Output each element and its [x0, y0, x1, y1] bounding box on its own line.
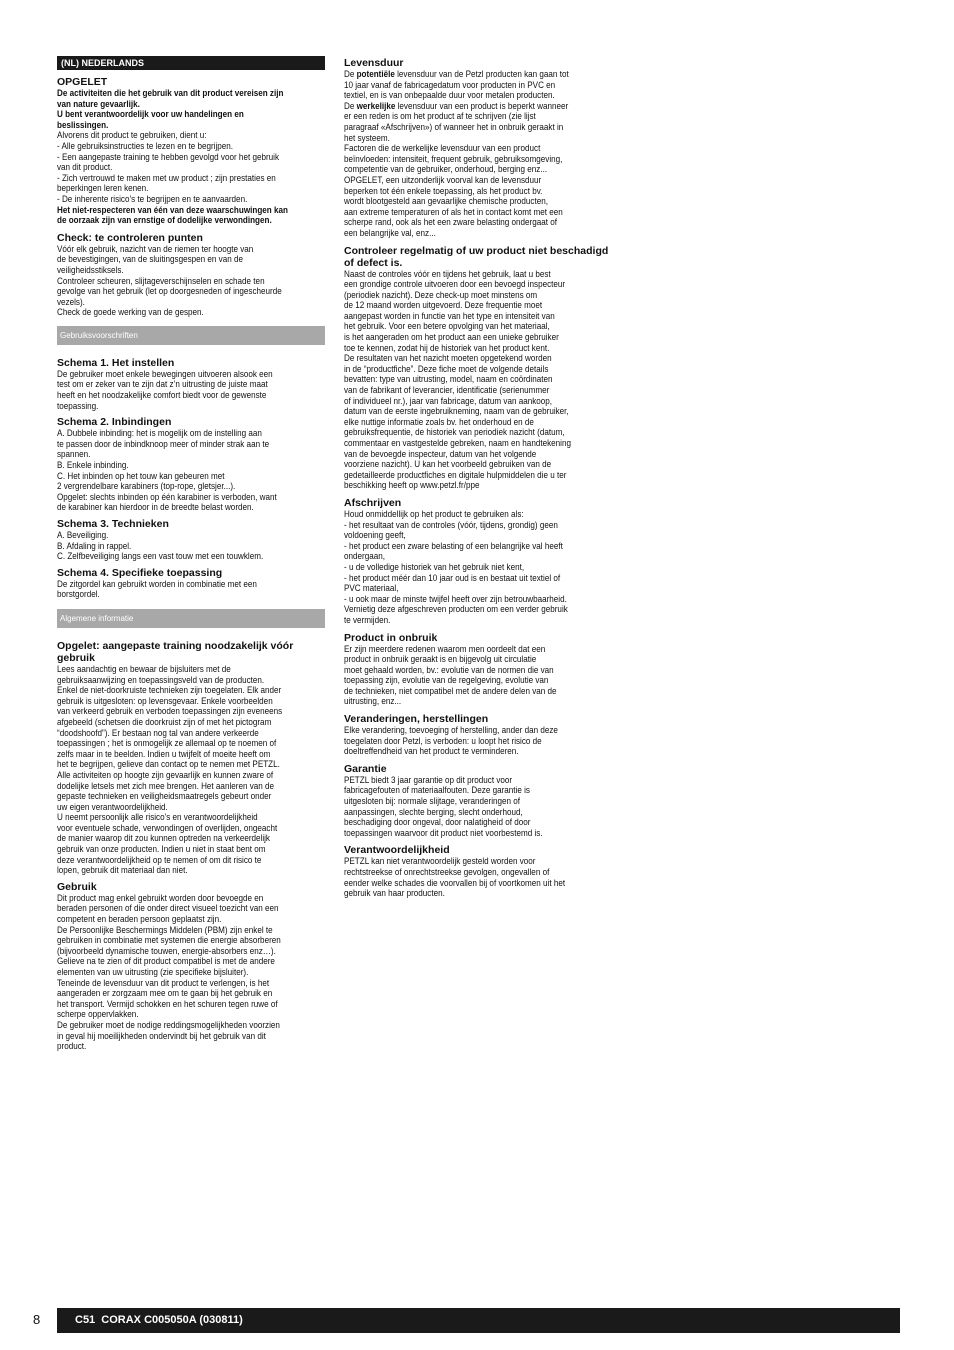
heading-schema-2: Schema 2. Inbindingen: [57, 416, 172, 429]
warning-bold-2: Het niet-respecteren van één van deze waarschuwingen kan de oorzaak zijn van ernstige of dodelijke verwondingen.: [57, 204, 288, 226]
training-text: Lees aandachtig en bewaar de bijsluiters met de gebruiksaanwijzing en toepassingsveld van de producten. Enkel de niet-doorkruiste technieken zijn toegelaten. Elk ander gebruik is uitgesloten: op levensgevaar. Enkele voorbeelden van verkeerd gebruik en verboden toepassingen zijn eveneens afgebeeld (schetsen die doorkruist zijn of met het pictogram “doodshoofd”). Er bestaan nog tal van andere verkeerde toepassingen ; het is onmogelijk ze allemaal op te noemen of zelfs maar in te beelden. Indien u twijfelt of moeite heeft om het te begrijpen, gelieve dan contact op te nemen met PETZL. Alle activiteiten op hoogte zijn gevaarlijk en kunnen zware of dodelijke letsels met zich mee brengen. Het aanleren van de gepaste technieken en veiligheidsmaatregels gebeurt onder uw eigen verantwoordelijkheid. U neemt persoonlijk alle risico’s en verantwoordelijkheid voor eventuele schade, verwondingen of overlijden, ongeacht de manier waarop dit zou kunnen optreden na verkeerdelijk gebruik van onze producten. Indien u niet in staat bent om deze verantwoordelijkheid op te nemen of om dit risico te lopen, gebruik dit materiaal dan niet.: [57, 663, 283, 876]
levensduur-post-1: levensduur van de Petzl producten kan gaan tot 10 jaar vanaf de fabricagedatum voor producten in PVC en textiel, en is van onbepaalde duur voor metalen producten.: [344, 69, 569, 101]
levensduur-bold-2: werkelijke: [356, 100, 396, 111]
garantie-text: PETZL biedt 3 jaar garantie op dit product voor fabricagefouten of materiaalfouten. Deze garantie is uitgesloten bij: normale slijtage, veranderingen of aanpassingen, slechte berging, slecht onderhoud, beschadiging door ongeval, door nalatigheid of door toepassingen waarvoor dit product niet voorbestemd is.: [344, 774, 543, 838]
heading-schema-3: Schema 3. Technieken: [57, 518, 169, 530]
check-text: Vóór elk gebruik, nazicht van de riemen ter hoogte van de bevestigingen, van de sluitingsgespen en van de veiligheidsstiksels. Controleer scheuren, slijtageverschijnselen en schade ten gevolge van het gebruik (let op doorgesneden of ingescheurde vezels). Check de goede werking van de gespen.: [57, 243, 282, 318]
schema-2-text: A. Dubbele inbinding: het is mogelijk om de instelling aan te passen door de inbindknoop meer of minder strak aan te spannen. B. Enkele inbinding. C. Het inbinden op het touw kan gebeuren met 2 vergrendelbare karabiners (top-rope, gletsjer...). Opgelet: slechts inbinden op één karabiner is verboden, want de karabiner kan hierdoor in de breedte belast worden.: [57, 428, 277, 513]
page-number: 8: [33, 1312, 41, 1327]
gebruik-text: Dit product mag enkel gebruikt worden door bevoegde en beraden personen of die onder direct visueel toezicht van een competent en beraden persoon geplaatst zijn. De Persoonlijke Beschermings Middelen (PBM) zijn enkel te gebruiken in combinatie met systemen die energie absorberen (bijvoorbeeld dynamische touwen, energie-absorbers enz…). Gelieve na te zien of dit product compatibel is met de andere elementen van uw uitrusting (zie specifieke bijsluiter). Teneinde de levensduur van dit product te verlengen, is het aangeraden er zorgzaam mee om te gaan bij het gebruik en het transport. Vermijd schokken en het schuren tegen ruwe of scherpe oppervlakken. De gebruiker moet de nodige reddingsmogelijkheden voorzien in geval hij moeilijkheden ondervindt bij het gebruik van dit product.: [57, 892, 281, 1052]
opgelet-text: Alvorens dit product te gebruiken, dient u: - Alle gebruiksinstructies te lezen en te begrijpen. - Een aangepaste training te hebben gevolgd voor het gebruik van dit product. - Zich vertrouwd te maken met uw product ; zijn prestaties en beperkingen leren kenen. - De inherente risico’s te begrijpen en te aanvaarden.: [57, 130, 280, 204]
heading-afschrijven: Afschrijven: [344, 496, 402, 509]
schema-3-text: A. Beveiliging. B. Afdaling in rappel. C. Zelfbeveiliging langs een vast touw met een touwklem.: [57, 530, 264, 562]
heading-training: Opgelet: aangepaste training noodzakelijk vóór gebruik: [57, 639, 294, 664]
heading-schema-4: Schema 4. Specifieke toepassing: [57, 566, 223, 579]
heading-garantie: Garantie: [344, 762, 387, 775]
section-bar-algemene-informatie: Algemene informatie: [57, 609, 325, 628]
heading-gebruik: Gebruik: [57, 880, 97, 893]
veranderingen-text: Elke verandering, toevoeging of herstelling, ander dan deze toegelaten door Petzl, is verboden: u loopt het risico de doeltreffendheid van het product te verminderen.: [344, 725, 558, 757]
controleer-text: Naast de controles vóór en tijdens het gebruik, laat u best een grondige controle uitvoeren door een bevoegd inspecteur (periodiek nazicht). Deze check-up moet minstens om de 12 maand worden uitgevoerd. Deze frequentie moet aangepast worden in functie van het type en intensiteit van het gebruik. Voor een betere opvolging van het materiaal, is het aangeraden om het product aan een unieke gebruiker toe te kennen, zodat hij de historiek van het product kent. De resultaten van het nazicht moeten opgetekend worden in de “productfiche”. Deze fiche moet de volgende details bevatten: type van uitrusting, model, naam en coördinaten van de fabrikant of leverancier, identificatie (serienummer of individueel nr.), jaar van fabricage, datum van aankoop, datum van de eerste ingebruikneming, naam van de gebruiker, elke nuttige informatie zoals bv. het onderhoud en de gebruiksfrequentie, de historiek van periodiek nazicht (datum, commentaar en vastgestelde gebreken, naam en handtekening van de bevoegde inspecteur, datum van het volgende voorziene nazicht). U kan het voorbeeld gebruiken van de gedetailleerde productfiches en digitale hulpmiddelen die u ter beschikking heeft op www.petzl.fr/ppe: [344, 268, 571, 491]
language-header: (NL) NEDERLANDS: [57, 56, 325, 70]
heading-controleer: Controleer regelmatig of uw product niet beschadigd of defect is.: [344, 244, 609, 269]
onbruik-text: Er zijn meerdere redenen waarom men oordeelt dat een product in onbruik geraakt is en bijgevolg uit circulatie moet gehaald worden, bv.: evolutie van de normen die van toepassing zijn, evolutie van de regelgeving, evolutie van de technieken, niet compatibel met de andere delen van de uitrusting, enz...: [344, 643, 557, 707]
heading-levensduur: Levensduur: [344, 57, 404, 69]
levensduur-post-2: levensduur van een product is beperkt wanneer er een reden is om het product af te schrijven (zie lijst paragraaf «Afschrijven») of wanneer het in onbruik geraakt in het systeem. Factoren die de werkelijke levensduur van een product beïnvloeden: intensiteit, frequent gebruik, gebruiksomgeving, competentie van de gebruiker, onderhoud, berging enz... OPGELET, een uitzonderlijk voorval kan de levensduur beperken tot één enkele toepassing, als het product bv. wordt blootgesteld aan gevaarlijke chemische producten, aan extreme temperaturen of als het in contact komt met een scherpe rand, ook als het een zware belasting ondergaat of een belangrijke val, enz...: [344, 100, 569, 238]
section-bar-gebruiksvoorschriften: Gebruiksvoorschriften: [57, 326, 325, 345]
heading-schema-1: Schema 1. Het instellen: [57, 356, 175, 369]
heading-verantwoordelijkheid: Verantwoordelijkheid: [344, 844, 450, 857]
verantwoordelijkheid-text: PETZL kan niet verantwoordelijk gesteld worden voor rechtstreekse of onrechtstreekse gevolgen, ongevallen of eender welke schades die voorvallen bij of voortkomen uit het gebruik van haar producten.: [344, 856, 566, 899]
footer-bar: C51 CORAX C005050A (030811): [57, 1308, 900, 1333]
afschrijven-text: Houd onmiddellijk op het product te gebruiken als: - het resultaat van de controles (vóór, tijdens, grondig) geen voldoening geeft, - het product een zware belasting of een belangrijke val heeft ondergaan, - u de volledige historiek van het gebruik niet kent, - het product méér dan 10 jaar oud is en bestaat uit textiel of PVC materiaal, - u ook maar de minste twijfel heeft over zijn betrouwbaarheid. Vernietig deze afgeschreven producten om een verder gebruik te vermijden.: [344, 508, 568, 625]
schema-1-text: De gebruiker moet enkele bewegingen uitvoeren alsook een test om er zeker van te zijn dat z’n uitrusting de juiste maat heeft en het noodzakelijke comfort biedt voor de gewenste toepassing.: [57, 368, 273, 411]
levensduur-bold-1: potentiële: [356, 69, 395, 79]
levensduur-text: [344, 69, 614, 239]
heading-opgelet: OPGELET: [57, 76, 108, 88]
right-column: [344, 55, 614, 899]
levensduur-pre-2: De: [344, 100, 357, 111]
warning-bold-1: De activiteiten die het gebruik van dit product vereisen zijn van nature gevaarlijk. U bent verantwoordelijk voor uw handelingen en beslissingen.: [57, 88, 284, 130]
heading-check: Check: te controleren punten: [57, 231, 203, 244]
heading-onbruik: Product in onbruik: [344, 631, 438, 644]
levensduur-pre-1: De: [344, 69, 357, 79]
schema-4-text: De zitgordel kan gebruikt worden in combinatie met een borstgordel.: [57, 578, 257, 600]
left-column: [57, 55, 325, 1052]
heading-veranderingen: Veranderingen, herstellingen: [344, 713, 489, 726]
